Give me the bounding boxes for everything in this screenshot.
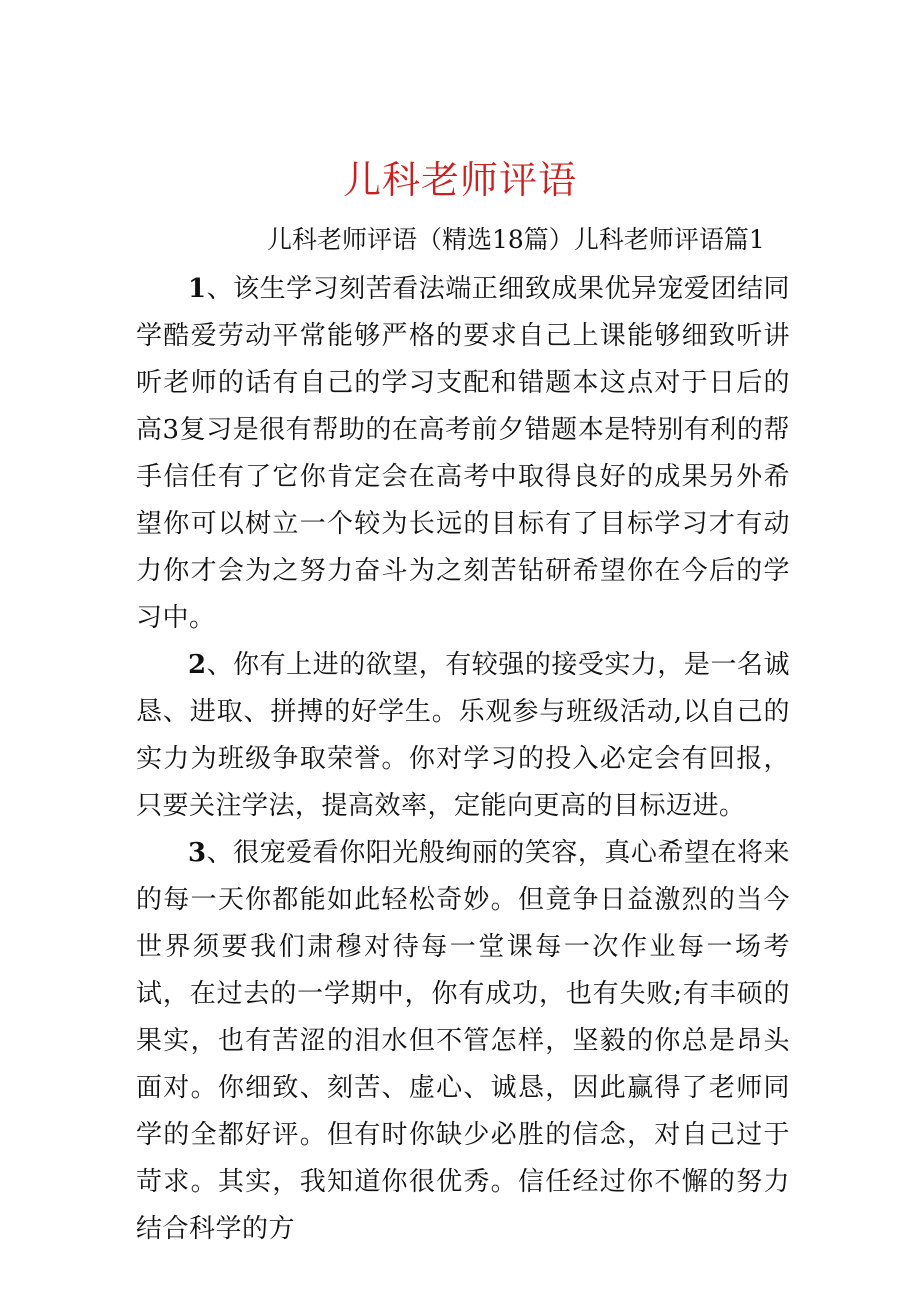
- paragraph-text: 、很宠爱看你阳光般绚丽的笑容，真心希望在将来的每一天你都能如此轻松奇妙。但竟争日益激烈的当今世界须要我们肃穆对待每一堂课每一次作业每一场考试，在过去的一学期中，你有成功，也有失败;有丰硕的果实，也有苦涩的泪水但不管怎样，坚毅的你总是昂头面对。你细致、刻苦、虚心、诚恳，因此赢得了老师同学的全都好评。但有时你缺少必胜的信念，对自己过于苛求。其实，我知道你很优秀。信任经过你不懈的努力结合科学的方: [136, 838, 790, 1244]
- paragraph-number: 1: [188, 274, 207, 304]
- paragraph-2: [136, 642, 790, 830]
- paragraph-number: 3: [188, 838, 207, 868]
- page-title: 儿科老师评语: [342, 158, 577, 202]
- paragraph-number: 2: [188, 650, 207, 680]
- paragraph-1: [136, 266, 790, 642]
- paragraph-text: 、该生学习刻苦看法端正细致成果优异宠爱团结同学酷爱劳动平常能够严格的要求自己上课能够细致听讲听老师的话有自己的学习支配和错题本这点对于日后的高3复习是很有帮助的在高考前夕错题本是特别有利的帮手信任有了它你肯定会在高考中取得良好的成果另外希望你可以树立一个较为长远的目标有了目标学习才有动力你才会为之努力奋斗为之刻苦钻研希望你在今后的学习中。: [136, 274, 790, 633]
- paragraph-text: 、你有上进的欲望，有较强的接受实力，是一名诚恳、进取、拼搏的好学生。乐观参与班级活动,以自己的实力为班级争取荣誉。你对学习的投入必定会有回报，只要关注学法，提高效率，定能向更高的目标迈进。: [136, 650, 790, 821]
- paragraph-3: [136, 830, 790, 1253]
- document-body: [136, 266, 790, 1253]
- document-subtitle: 儿科老师评语（精选18篇）儿科老师评语篇1: [267, 225, 765, 254]
